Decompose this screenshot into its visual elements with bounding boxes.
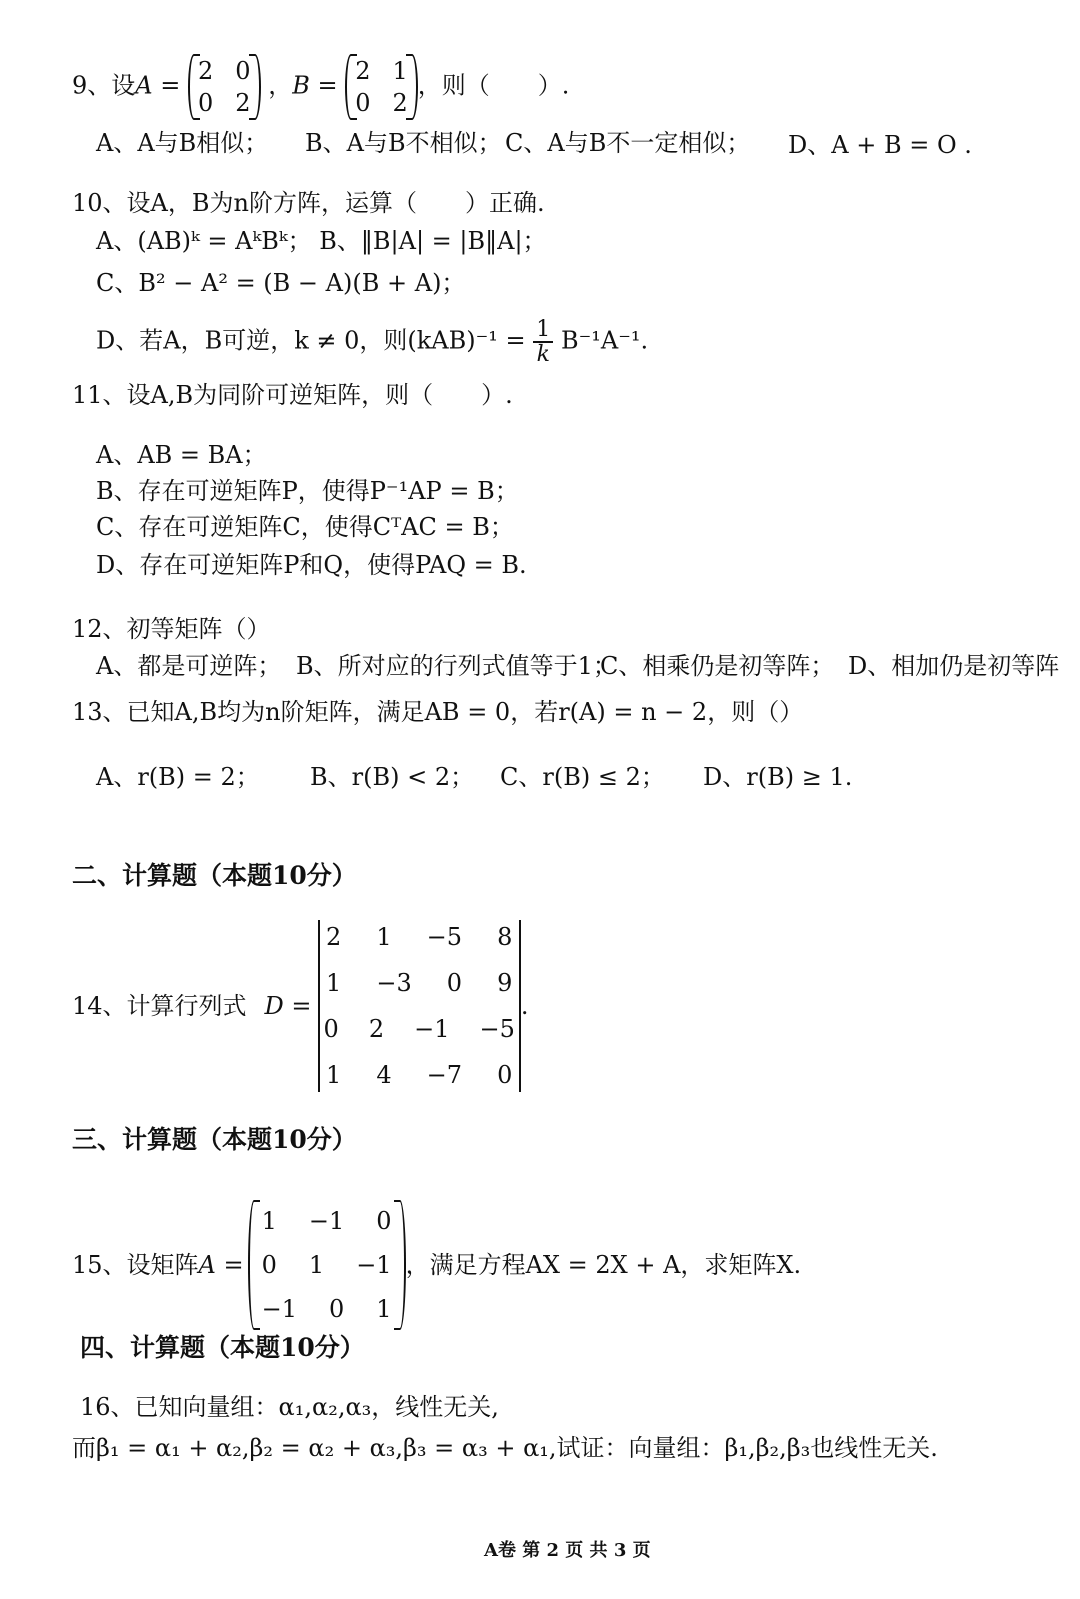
q15-tail: ，满足方程AX = 2X + A，求矩阵X.: [405, 1251, 802, 1279]
page-footer: A卷 第 2 页 共 3 页: [484, 1540, 651, 1561]
q14-determinant: [318, 918, 521, 1094]
matrix-cell: 0: [376, 1207, 392, 1235]
matrix-row: [262, 1206, 392, 1236]
matrix-cell: 2: [198, 57, 214, 85]
matrix-cell: −1: [356, 1251, 392, 1279]
q11-option-c: C、存在可逆矩阵C，使得CᵀAC = B；: [96, 513, 514, 541]
q15-label: 15、设矩阵: [72, 1251, 199, 1279]
question-15: [72, 1200, 801, 1330]
q9-matrix-a: [188, 54, 261, 120]
matrix-cell: 8: [497, 923, 513, 951]
matrix-cell: 1: [308, 1251, 325, 1279]
matrix-row: [355, 88, 408, 118]
q12-option-a: A、都是可逆阵；: [96, 652, 282, 680]
q9-matrix-b: [345, 54, 418, 120]
matrix-cell: −7: [426, 1061, 463, 1089]
matrix-row: [324, 968, 515, 998]
q15-a-label: A =: [198, 1251, 244, 1279]
q10-option-d-text: D、若A，B可逆，k ≠ 0，则(kAB)⁻¹ =: [96, 326, 526, 355]
q9-option-d: D、A + B = O .: [788, 131, 972, 159]
q10-option-b: B、‖B|A| = |B‖A|；: [319, 227, 547, 255]
matrix-row: [198, 88, 251, 118]
q14-period: .: [520, 992, 529, 1020]
matrix-cell: −1: [414, 1015, 450, 1043]
section-2-heading: 二、计算题（本题10分）: [72, 861, 357, 890]
matrix-row: [324, 1014, 515, 1044]
question-14: [72, 918, 529, 1094]
q9-suffix: ，则（ ）.: [417, 71, 570, 100]
q13-option-c: C、r(B) ≤ 2；: [500, 763, 665, 791]
question-10-stem: 10、设A，B为n阶方阵，运算（ ）正确.: [72, 189, 545, 217]
question-9-stem: 9、设A = 2 0 0 2 ，B = 2 1 0 2 ，则（ ）.: [72, 54, 569, 120]
q12-option-d: D、相加仍是初等阵: [848, 652, 1060, 680]
matrix-cell: 0: [261, 1251, 277, 1279]
q9-b-label: B =: [292, 71, 338, 100]
q11-option-a: A、AB = BA；: [96, 441, 267, 469]
matrix-cell: 0: [329, 1295, 345, 1323]
matrix-cell: 0: [235, 57, 251, 85]
matrix-cell: 0: [198, 89, 214, 117]
matrix-cell: 2: [355, 57, 371, 85]
matrix-row: [262, 1294, 392, 1324]
matrix-cell: −5: [426, 923, 463, 951]
q10-options-ab: [96, 226, 547, 256]
q13-option-b: B、r(B) < 2；: [310, 763, 475, 791]
matrix-cell: 0: [323, 1015, 339, 1043]
q13-option-d: D、r(B) ≥ 1.: [703, 763, 853, 791]
matrix-row: [355, 56, 408, 86]
matrix-cell: 2: [326, 923, 342, 951]
q14-label: 14、计算行列式: [72, 992, 247, 1020]
q9-option-b: B、A与B不相似；: [305, 129, 502, 157]
q15-matrix-a: [248, 1200, 406, 1330]
q11-option-d: D、存在可逆矩阵P和Q，使得PAQ = B.: [96, 551, 527, 579]
q12-option-c: C、相乘仍是初等阵；: [600, 652, 835, 680]
q14-d-label: D =: [264, 992, 312, 1020]
matrix-cell: 0: [497, 1061, 513, 1089]
matrix-cell: 1: [376, 1295, 392, 1323]
matrix-cell: 0: [355, 89, 371, 117]
q12-option-b: B、所对应的行列式值等于1；: [296, 652, 617, 680]
matrix-row: [324, 1060, 515, 1090]
q9-option-a: A、A与B相似；: [96, 129, 269, 157]
matrix-cell: 4: [376, 1061, 392, 1089]
q9-a-label: A =: [135, 71, 181, 100]
matrix-cell: 2: [392, 89, 408, 117]
question-12-stem: 12、初等矩阵（）: [72, 615, 271, 643]
q10-option-d-tail: B⁻¹A⁻¹.: [560, 326, 649, 355]
fraction-denominator: k: [536, 342, 550, 368]
matrix-row: [262, 1250, 392, 1280]
matrix-cell: 0: [446, 969, 463, 997]
matrix-row: [324, 922, 515, 952]
q10-option-d: [96, 318, 648, 366]
question-16-line-1: 16、已知向量组：α₁,α₂,α₃，线性无关,: [80, 1393, 499, 1421]
q10-option-c: C、B² − A² = (B − A)(B + A)；: [96, 269, 466, 297]
matrix-cell: 2: [235, 89, 251, 117]
matrix-cell: 1: [326, 1061, 342, 1089]
question-11-stem: 11、设A,B为同阶可逆矩阵，则（ ）.: [72, 381, 513, 409]
question-13-stem: 13、已知A,B均为n阶矩阵，满足AB = 0，若r(A) = n − 2，则（）: [72, 698, 804, 726]
q13-option-a: A、r(B) = 2；: [96, 763, 260, 791]
matrix-cell: −5: [479, 1015, 515, 1043]
matrix-row: [198, 56, 251, 86]
section-3-heading: 三、计算题（本题10分）: [72, 1125, 357, 1154]
matrix-cell: 1: [326, 969, 342, 997]
matrix-cell: −3: [376, 969, 412, 997]
fraction-numerator: 1: [533, 318, 553, 343]
matrix-cell: −1: [308, 1207, 345, 1235]
q9-prefix: 9、设: [72, 71, 136, 100]
section-4-heading: 四、计算题（本题10分）: [80, 1333, 365, 1362]
q10-option-a: A、(AB)ᵏ = AᵏBᵏ；: [96, 227, 312, 255]
question-16-line-2: 而β₁ = α₁ + α₂,β₂ = α₂ + α₃,β₃ = α₃ + α₁,试证：向量组：β₁,β₂,β₃也线性无关.: [72, 1434, 938, 1462]
matrix-cell: 1: [261, 1207, 277, 1235]
matrix-cell: 2: [368, 1015, 385, 1043]
matrix-cell: −1: [261, 1295, 298, 1323]
q9-option-c: C、A与B不一定相似；: [505, 129, 751, 157]
matrix-cell: 1: [376, 923, 392, 951]
matrix-cell: 1: [392, 57, 408, 85]
q11-option-b: B、存在可逆矩阵P，使得P⁻¹AP = B；: [96, 477, 519, 505]
matrix-cell: 9: [497, 969, 513, 997]
